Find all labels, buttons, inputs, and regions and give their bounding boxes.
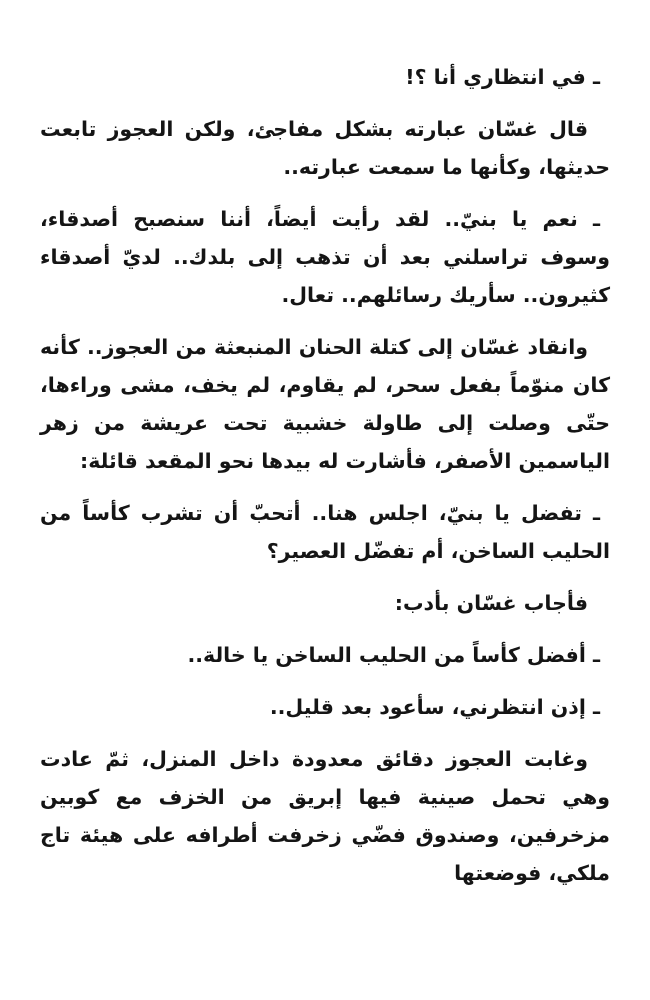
narration-paragraph-4: وغابت العجوز دقائق معدودة داخل المنزل، ثمّ عادت وهي تحمل صينية فيها إبريق من الخزف مع كوبين مزخرفين، وصندوق فضّي زخرفت أطرافه على هيئة تاج ملكي، فوضعتها bbox=[40, 747, 610, 885]
narration-paragraph-1: قال غسّان عبارته بشكل مفاجئ، ولكن العجوز تابعت حديثها، وكأنها ما سمعت عبارته.. bbox=[40, 117, 610, 179]
dialog-line-1: ـ في انتظاري أنا ؟! bbox=[405, 65, 600, 89]
dialog-line-3: ـ تفضل يا بنيّ، اجلس هنا.. أتحبّ أن تشرب كأساً من الحليب الساخن، أم تفضّل العصير؟ bbox=[40, 501, 610, 563]
dialog-line-2: ـ نعم يا بنيّ.. لقد رأيت أيضاً، أننا سنصبح أصدقاء، وسوف تراسلني بعد أن تذهب إلى بلدك.. لديّ أصدقاء كثيرون.. سأريك رسائلهم.. تعال. bbox=[40, 207, 610, 307]
page-text bbox=[40, 58, 610, 906]
narration-paragraph-3: فأجاب غسّان بأدب: bbox=[394, 591, 588, 615]
narration-paragraph-2: وانقاد غسّان إلى كتلة الحنان المنبعثة من العجوز.. كأنه كان منوّماً بفعل سحر، لم يقاوم، لم يخف، مشى وراءها، حتّى وصلت إلى طاولة خشبية تحت عريشة من زهر الياسمين الأصفر، فأشارت له بيدها نحو المقعد قائلة: bbox=[40, 335, 610, 473]
dialog-line-4: ـ أفضل كأساً من الحليب الساخن يا خالة.. bbox=[187, 643, 600, 667]
dialog-line-5: ـ إذن انتظرني، سأعود بعد قليل.. bbox=[269, 695, 600, 719]
